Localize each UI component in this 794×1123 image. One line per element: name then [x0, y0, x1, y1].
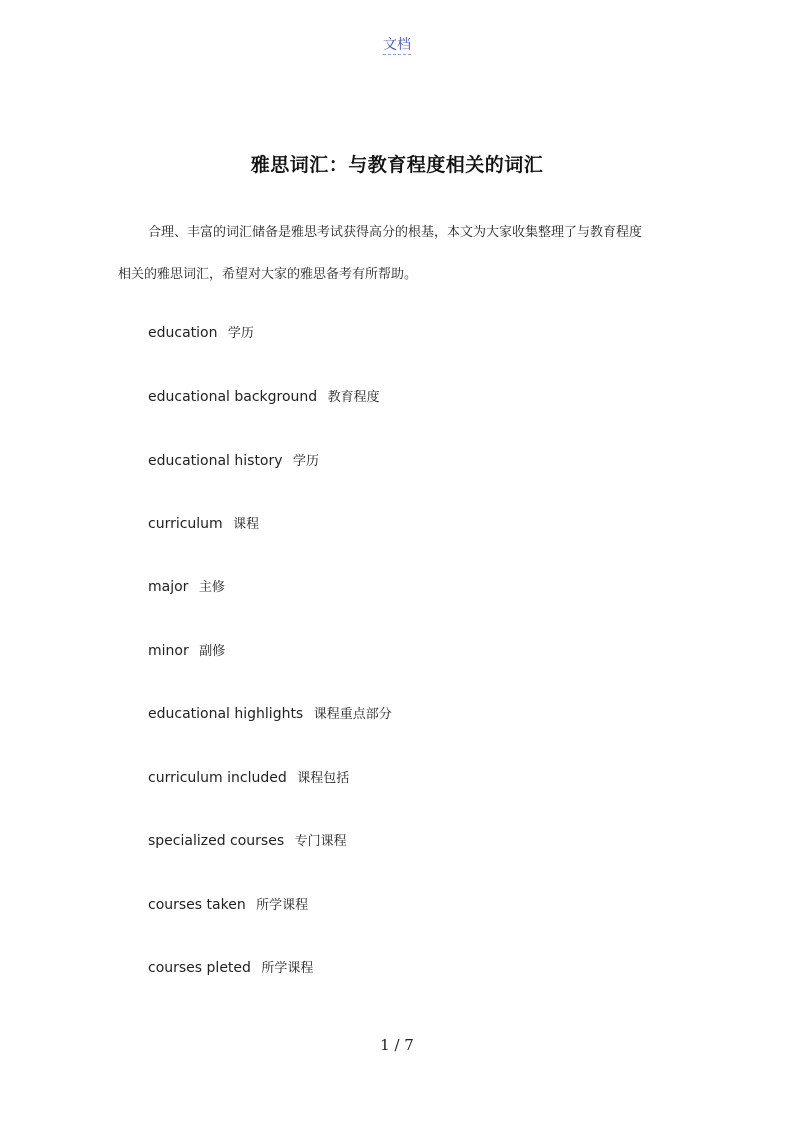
vocab-english: courses taken	[148, 897, 246, 913]
vocab-english: educational history	[148, 453, 283, 469]
vocab-item	[148, 322, 254, 341]
vocab-chinese: 课程重点部分	[313, 707, 392, 722]
vocab-item	[148, 703, 392, 722]
vocab-chinese: 教育程度	[327, 390, 380, 405]
vocab-english: major	[148, 579, 189, 595]
vocab-item	[148, 957, 313, 976]
vocab-english: educational highlights	[148, 706, 304, 722]
vocab-chinese: 所学课程	[261, 961, 314, 976]
vocab-item	[148, 576, 225, 595]
vocab-item	[148, 830, 347, 849]
header-document-link[interactable]: 文档	[383, 37, 411, 53]
intro-paragraph	[118, 212, 688, 296]
page-indicator: 1 / 7	[380, 1036, 414, 1054]
vocab-chinese: 所学课程	[256, 898, 309, 913]
vocab-item	[148, 767, 349, 786]
vocab-chinese: 主修	[198, 580, 225, 595]
document-title: 雅思词汇：与教育程度相关的词汇	[250, 154, 544, 176]
vocab-item	[148, 450, 319, 469]
vocab-chinese: 专门课程	[294, 834, 347, 849]
vocab-english: education	[148, 325, 218, 341]
vocab-item	[148, 640, 225, 659]
vocab-chinese: 课程包括	[297, 771, 350, 786]
vocab-chinese: 学历	[293, 454, 320, 469]
vocab-item	[148, 894, 308, 913]
vocab-item	[148, 386, 380, 405]
vocab-english: curriculum included	[148, 770, 287, 786]
vocab-english: minor	[148, 643, 189, 659]
vocab-chinese: 副修	[199, 644, 226, 659]
vocab-item	[148, 513, 259, 532]
intro-line-1: 合理、丰富的词汇储备是雅思考试获得高分的根基，本文为大家收集整理了与教育程度	[148, 225, 643, 240]
vocab-english: specialized courses	[148, 833, 285, 849]
page-header	[0, 34, 794, 54]
intro-line-2: 相关的雅思词汇，希望对大家的雅思备考有所帮助。	[118, 267, 418, 282]
vocab-english: educational background	[148, 389, 318, 405]
vocab-english: courses pleted	[148, 960, 251, 976]
vocab-chinese: 学历	[227, 326, 254, 341]
vocab-english: curriculum	[148, 516, 223, 532]
vocab-chinese: 课程	[233, 517, 260, 532]
